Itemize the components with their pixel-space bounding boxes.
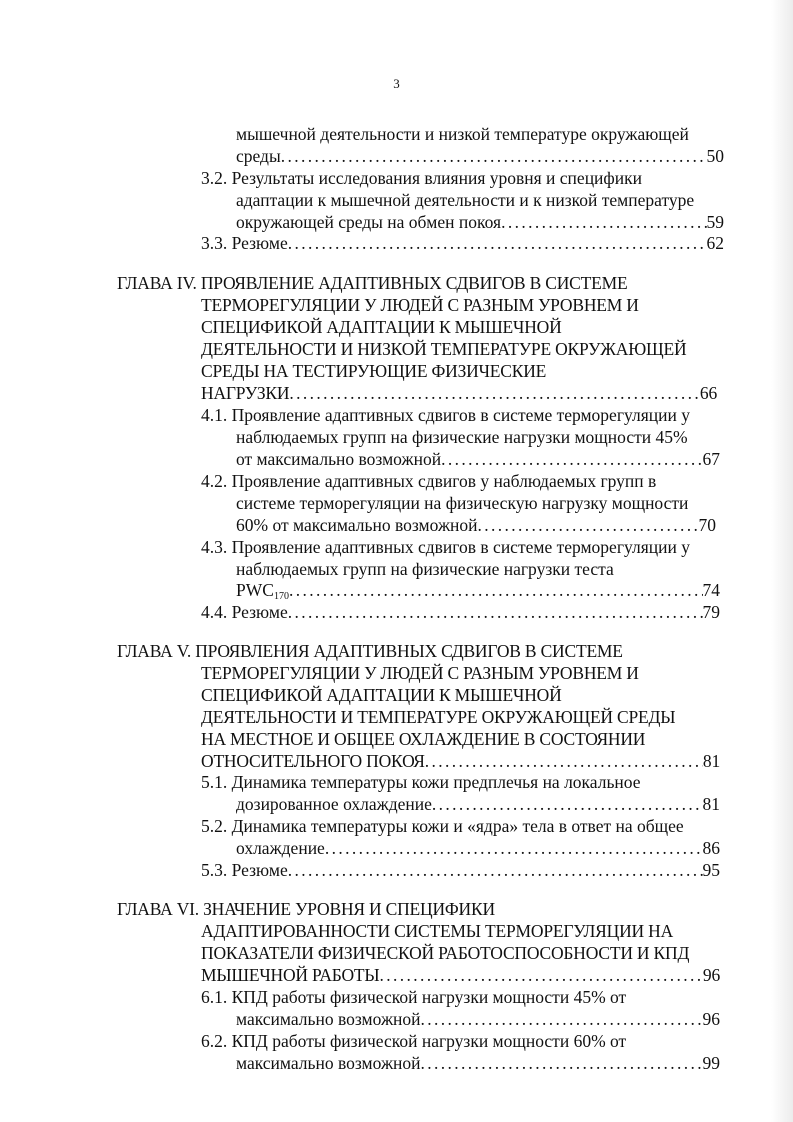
toc-chapter-6-line2: АДАПТИРОВАННОСТИ СИСТЕМЫ ТЕРМОРЕГУЛЯЦИИ НА [201,921,674,941]
toc-entry-5-2-line2: охлаждение [236,838,325,858]
toc-chapter-6-line4: МЫШЕЧНОЙ РАБОТЫ [201,965,380,985]
toc-chapter-4-page: 66 [699,383,717,403]
dot-leader [421,1052,703,1074]
toc-entry-3-3[interactable] [201,232,724,254]
toc-entry-3-1-line2: среды [236,146,281,166]
dot-leader [441,448,702,470]
toc-entry-6-1-page: 96 [702,1009,720,1029]
dot-leader [432,793,703,815]
toc-entry-4-4-page: 79 [702,602,720,622]
toc-chapter-4-line2: ТЕРМОРЕГУЛЯЦИИ У ЛЮДЕЙ С РАЗНЫМ УРОВНЕМ И [201,295,639,315]
dot-leader [425,750,703,772]
toc-entry-3-2-leader[interactable] [236,211,724,233]
dot-leader [289,579,703,601]
toc-chapter-4-line4: ДЕЯТЕЛЬНОСТИ И НИЗКОЙ ТЕМПЕРАТУРЕ ОКРУЖАЮЩЕЙ [201,339,687,359]
dot-leader [501,211,706,233]
toc-entry-6-1-leader[interactable] [236,1008,720,1030]
pwc-label: PWC [236,580,274,600]
toc-entry-3-2-page: 59 [706,212,724,232]
toc-entry-5-2-page: 86 [702,838,720,858]
toc-entry-4-3-line1[interactable]: 4.3. Проявление адаптивных сдвигов в системе терморегуляции у [201,537,690,557]
dot-leader [325,837,703,859]
toc-entry-4-3-line3 [236,579,289,601]
toc-entry-3-2-line3: окружающей среды на обмен покоя [236,212,502,232]
toc-entry-3-3-title: 3.3. Резюме [201,233,288,253]
toc-entry-6-1-line1[interactable]: 6.1. КПД работы физической нагрузки мощности 45% от [201,987,627,1007]
dot-leader [288,232,707,254]
toc-entry-4-1-page: 67 [702,449,720,469]
dot-leader [379,964,702,986]
toc-chapter-5-line2: ТЕРМОРЕГУЛЯЦИИ У ЛЮДЕЙ С РАЗНЫМ УРОВНЕМ И [201,663,639,683]
toc-entry-5-1-leader[interactable] [236,793,720,815]
toc-chapter-5-line3: СПЕЦИФИКОЙ АДАПТАЦИИ К МЫШЕЧНОЙ [201,685,562,705]
toc-chapter-5-line5: НА МЕСТНОЕ И ОБЩЕЕ ОХЛАЖДЕНИЕ В СОСТОЯНИИ [201,729,646,749]
toc-entry-4-2-leader[interactable] [236,514,716,536]
toc-entry-5-3[interactable] [201,859,720,881]
toc-entry-6-2-leader[interactable] [236,1052,720,1074]
toc-entry-3-2-line1[interactable]: 3.2. Результаты исследования влияния уровня и специфики [201,168,642,188]
toc-entry-4-2-page: 70 [698,515,716,535]
toc-entry-4-1-line3: от максимально возможной [236,449,442,469]
toc-chapter-6-line1[interactable]: ГЛАВА VI. ЗНАЧЕНИЕ УРОВНЯ И СПЕЦИФИКИ [117,899,495,919]
toc-entry-4-2-line1[interactable]: 4.2. Проявление адаптивных сдвигов у наблюдаемых групп в [201,471,657,491]
toc-entry-5-1-line2: дозированное охлаждение [236,794,432,814]
toc-chapter-4-line6: НАГРУЗКИ [201,383,290,403]
toc-entry-4-3-leader[interactable] [236,579,720,601]
toc-entry-6-1-line2: максимально возможной [236,1009,421,1029]
toc-chapter-4-line3: СПЕЦИФИКОЙ АДАПТАЦИИ К МЫШЕЧНОЙ [201,317,562,337]
toc-chapter-5-leader[interactable] [201,750,720,772]
toc-chapter-5-line6: ОТНОСИТЕЛЬНОГО ПОКОЯ [201,751,425,771]
dot-leader [281,145,707,167]
toc-entry-5-2-line1[interactable]: 5.2. Динамика температуры кожи и «ядра» тела в ответ на общее [201,816,684,836]
toc-entry-6-2-line2: максимально возможной [236,1053,421,1073]
toc-entry-4-3-page: 74 [702,580,720,600]
toc-entry-5-3-page: 95 [702,860,720,880]
toc-entry-3-1-leader[interactable] [236,145,724,167]
toc-entry-3-3-page: 62 [706,233,724,253]
toc-chapter-5-line4: ДЕЯТЕЛЬНОСТИ И ТЕМПЕРАТУРЕ ОКРУЖАЮЩЕЙ СРЕДЫ [201,707,676,727]
toc-entry-4-4[interactable] [201,601,720,623]
toc-entry-4-1-leader[interactable] [236,448,720,470]
toc-entry-3-2-line2: адаптации к мышечной деятельности и к низкой температуре [236,190,695,210]
dot-leader [288,859,703,881]
toc-chapter-4-line1[interactable]: ГЛАВА IV. ПРОЯВЛЕНИЕ АДАПТИВНЫХ СДВИГОВ В СИСТЕМЕ [117,273,628,293]
toc-chapter-6-leader[interactable] [201,964,720,986]
dot-leader [288,601,703,623]
toc-chapter-6-page: 96 [702,965,720,985]
toc-entry-4-2-line2: системе терморегуляции на физическую нагрузку мощности [236,493,689,513]
toc-entry-3-1-page: 50 [706,146,724,166]
toc-chapter-5-line1[interactable]: ГЛАВА V. ПРОЯВЛЕНИЯ АДАПТИВНЫХ СДВИГОВ В СИСТЕМЕ [117,641,623,661]
dot-leader [289,382,700,404]
dot-leader [421,1008,703,1030]
toc-entry-4-2-line3: 60% от максимально возможной [236,515,478,535]
toc-chapter-6-line3: ПОКАЗАТЕЛИ ФИЗИЧЕСКОЙ РАБОТОСПОСОБНОСТИ И КПД [201,943,690,963]
toc-entry-5-1-page: 81 [702,794,720,814]
toc-chapter-4-leader[interactable] [201,382,717,404]
toc-entry-6-2-line1[interactable]: 6.2. КПД работы физической нагрузки мощности 60% от [201,1031,627,1051]
pwc-subscript: 170 [273,591,289,602]
toc-entry-3-1-line1: мышечной деятельности и низкой температуре окружающей [236,124,689,144]
toc-chapter-5-page: 81 [702,751,720,771]
toc-entry-5-3-title: 5.3. Резюме [201,860,288,880]
toc-entry-6-2-page: 99 [702,1053,720,1073]
toc-entry-4-3-line2: наблюдаемых групп на физические нагрузки теста [236,559,614,579]
dot-leader [478,514,699,536]
page-number: 3 [393,76,400,91]
toc-chapter-4-line5: СРЕДЫ НА ТЕСТИРУЮЩИЕ ФИЗИЧЕСКИЕ [201,361,547,381]
toc-entry-5-1-line1[interactable]: 5.1. Динамика температуры кожи предплечья на локальное [201,772,641,792]
toc-entry-4-1-line1[interactable]: 4.1. Проявление адаптивных сдвигов в системе терморегуляции у [201,405,690,425]
toc-entry-5-2-leader[interactable] [236,837,720,859]
scan-edge-shadow [771,0,793,1122]
toc-entry-4-1-line2: наблюдаемых групп на физические нагрузки мощности 45% [236,427,688,447]
toc-entry-4-4-title: 4.4. Резюме [201,602,288,622]
